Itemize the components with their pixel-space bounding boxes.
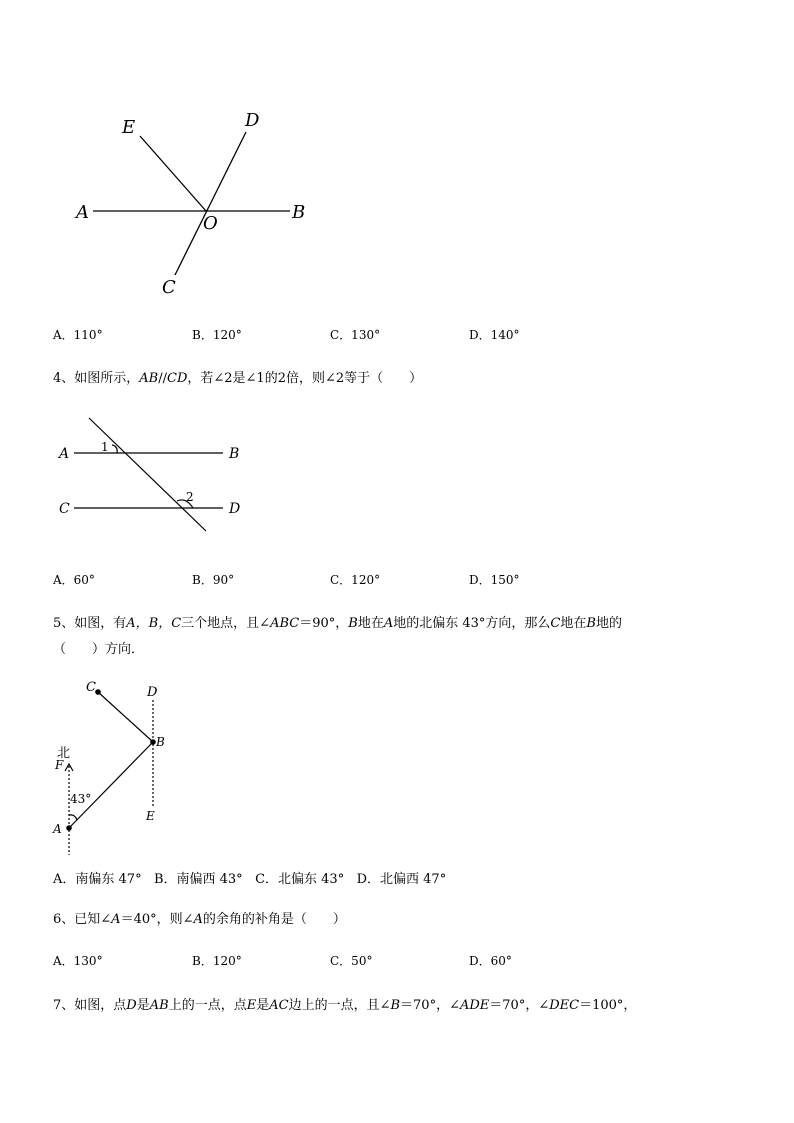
segment-cb <box>98 692 153 742</box>
label-f: F <box>55 758 64 772</box>
q4-option-d[interactable]: D．150° <box>469 573 520 587</box>
angle-43-arc <box>69 815 77 820</box>
label-d: D <box>147 685 158 700</box>
point-a <box>66 825 72 831</box>
label-d: D <box>229 501 241 517</box>
label-e: E <box>146 809 155 823</box>
figure-q5-directions <box>0 670 794 860</box>
point-c <box>95 689 101 695</box>
label-c: C <box>86 680 96 695</box>
label-d: D <box>245 110 260 131</box>
q3-option-c[interactable]: C．130° <box>330 328 381 342</box>
q3-option-d[interactable]: D．140° <box>469 328 520 342</box>
q5-stem-line1: 5、如图，有A，B，C三个地点，且∠ABC＝90°，B地在A地的北偏东 43°方向，那么C地在B地的 <box>53 616 622 631</box>
q7-stem: 7、如图，点D是AB上的一点，点E是AC边上的一点，且∠B＝70°，∠ADE＝70°，∠DEC＝100°， <box>53 998 637 1013</box>
ray-oe <box>140 136 206 211</box>
label-b: B <box>229 446 240 462</box>
q4-option-a[interactable]: A．60° <box>53 573 95 587</box>
label-c: C <box>162 277 176 298</box>
q3-option-a[interactable]: A．110° <box>53 328 103 342</box>
label-a: A <box>53 822 62 836</box>
label-angle1: 1 <box>101 440 109 454</box>
label-angle2: 2 <box>186 490 194 504</box>
label-e: E <box>122 117 136 138</box>
label-a: A <box>76 202 89 223</box>
q5-options[interactable]: A．南偏东 47° B．南偏西 43° C．北偏东 43° D．北偏西 47° <box>53 872 447 887</box>
q6-option-a[interactable]: A．130° <box>53 954 103 968</box>
label-b: B <box>156 735 165 749</box>
angle1-arc <box>112 445 117 453</box>
transversal <box>89 418 206 531</box>
q4-stem: 4、如图所示，AB//CD，若∠2是∠1的2倍，则∠2等于（ ） <box>53 371 423 386</box>
q4-option-c[interactable]: C．120° <box>330 573 381 587</box>
label-a: A <box>59 446 70 462</box>
line-cd <box>175 132 246 275</box>
q6-option-c[interactable]: C．50° <box>330 954 373 968</box>
q6-option-b[interactable]: B．120° <box>192 954 242 968</box>
label-c: C <box>59 501 70 517</box>
q3-option-b[interactable]: B．120° <box>192 328 242 342</box>
label-b: B <box>292 202 306 223</box>
label-o: O <box>203 213 218 234</box>
q6-stem: 6、已知∠A＝40°，则∠A的余角的补角是（ ） <box>53 912 346 927</box>
segment-ab <box>69 742 153 828</box>
figure-q4-parallel-lines <box>0 400 794 550</box>
q5-stem-line2: （ ）方向． <box>53 642 145 657</box>
q4-option-b[interactable]: B．90° <box>192 573 235 587</box>
label-north: 北 <box>57 746 71 761</box>
point-b <box>150 739 156 745</box>
figure-q3-angles <box>0 0 794 310</box>
label-43-degrees: 43° <box>70 792 92 806</box>
q6-option-d[interactable]: D．60° <box>469 954 512 968</box>
